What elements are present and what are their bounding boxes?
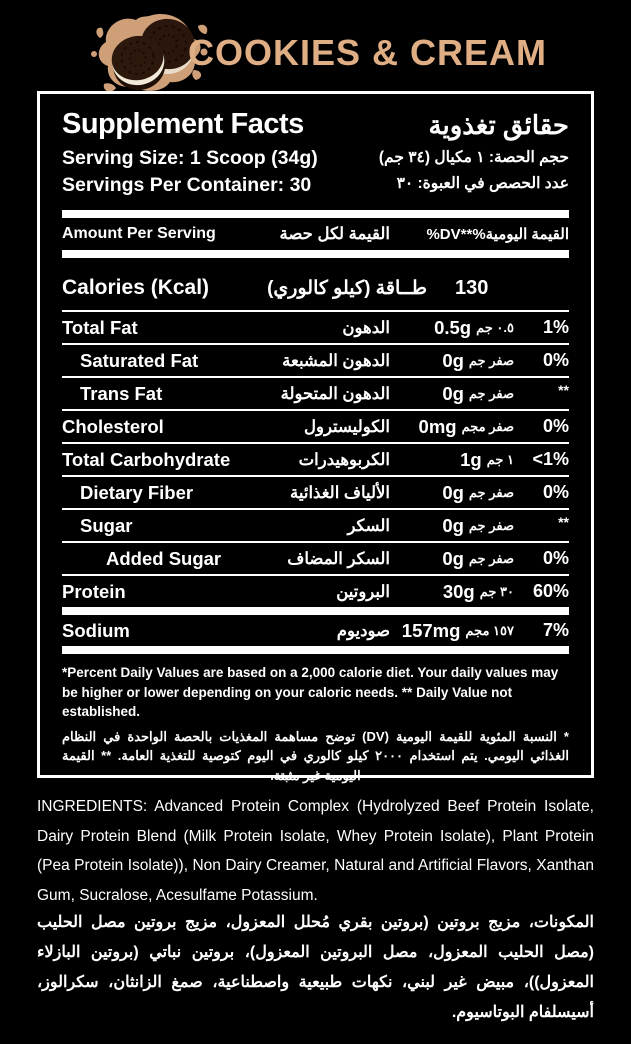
amount-en: 0g bbox=[442, 349, 464, 371]
daily-value: 0% bbox=[542, 416, 569, 436]
table-row bbox=[62, 444, 569, 475]
footnote-ar: * النسبة المئوية للقيمة اليومية (DV) توضح مساهمة المغذيات بالحصة الواحدة في النظام الغذائي اليومي. يتم استخدام ٢٠٠٠ كيلو كالوري في اليوم كتوصية للتغذية العامة. ** القيمة اليومية غير مثبتة. bbox=[62, 728, 569, 783]
amount-en: 0.5g bbox=[434, 316, 472, 338]
nutrient-name-ar: الدهون المتحولة bbox=[280, 384, 390, 403]
nutrient-name-en: Added Sugar bbox=[106, 547, 222, 569]
nutrient-amount bbox=[390, 548, 520, 570]
ingredients-paragraph-en: INGREDIENTS: Advanced Protein Complex (Hydrolyzed Beef Protein Isolate, Dairy Protein Blend (Milk Protein Isolate, Whey Protein Isolate), Plant Protein (Pea Protein Isolate)), Non Dairy Creamer, Natural and Artificial Flavors, Xanthan Gum, Sucralose, Acesulfame Potassium. bbox=[37, 798, 594, 904]
daily-value: 60% bbox=[532, 581, 569, 601]
nutrient-amount bbox=[390, 350, 520, 372]
amount-en: 0mg bbox=[418, 415, 457, 437]
nutrient-name-en: Saturated Fat bbox=[80, 349, 199, 371]
nutrient-rows bbox=[62, 312, 569, 654]
nutrient-name-en: Trans Fat bbox=[80, 382, 163, 404]
amount-ar: صفر جم bbox=[468, 385, 514, 401]
separator bbox=[62, 646, 569, 654]
separator bbox=[62, 607, 569, 615]
table-row bbox=[62, 411, 569, 442]
nutrient-name-en: Cholesterol bbox=[62, 415, 164, 437]
table-row bbox=[62, 378, 569, 409]
nutrient-amount bbox=[390, 515, 520, 537]
header bbox=[0, 0, 631, 91]
nutrient-amount bbox=[390, 449, 520, 471]
amount-en: 0g bbox=[442, 481, 464, 503]
calories-label-en: Calories (Kcal) bbox=[62, 276, 210, 299]
serving-size-en: Serving Size: 1 Scoop (34g) bbox=[62, 147, 318, 169]
dv-header-ar: القيمة اليومية% bbox=[472, 226, 569, 243]
amount-en: 0g bbox=[442, 547, 464, 569]
daily-value-header bbox=[390, 225, 569, 243]
nutrient-name-ar: الألياف الغذائية bbox=[290, 483, 390, 502]
amount-per-serving-label-ar: القيمة لكل حصة bbox=[279, 225, 390, 243]
table-row bbox=[62, 576, 569, 607]
nutrient-name-ar: الكربوهيدرات bbox=[298, 450, 390, 469]
supplement-facts-title-en: Supplement Facts bbox=[62, 108, 304, 140]
daily-value: 7% bbox=[542, 620, 569, 640]
calories-label-ar: طــاقة (كيلو كالوري) bbox=[267, 277, 427, 299]
nutrient-name-ar: الدهون bbox=[342, 318, 390, 337]
serving-info bbox=[62, 145, 569, 199]
nutrient-name-en: Total Carbohydrate bbox=[62, 448, 231, 470]
daily-value: ** bbox=[558, 381, 569, 398]
amount-ar: صفر جم bbox=[468, 484, 514, 500]
amount-per-serving-label-en: Amount Per Serving bbox=[62, 225, 216, 242]
amount-en: 0g bbox=[442, 514, 464, 536]
table-row bbox=[62, 312, 569, 343]
nutrient-name-en: Sodium bbox=[62, 619, 130, 641]
nutrient-name-ar: البروتين bbox=[336, 582, 390, 601]
nutrient-name-ar: الكوليسترول bbox=[303, 417, 390, 436]
amount-en: 0g bbox=[442, 382, 464, 404]
calories-value: 130 bbox=[455, 276, 489, 299]
amount-ar: ٠.٥ جم bbox=[476, 319, 514, 335]
daily-value: 0% bbox=[542, 548, 569, 568]
nutrient-name-ar: السكر bbox=[347, 516, 390, 535]
nutrient-name-ar: صوديوم bbox=[336, 621, 390, 640]
amount-en: 1g bbox=[460, 448, 482, 470]
daily-value: ** bbox=[558, 513, 569, 530]
ingredients-paragraph-ar: المكونات، مزيج بروتين (بروتين بقري مُحلل المعزول، مزيج بروتين مصل الحليب (مصل الحليب المعزول، مصل البروتين المعزول)، بروتين نباتي (بروتين البازلاء المعزول))، مبيض غير لبني، نكهات طبيعية واصطناعية، صمغ الزانثان، سكرالوز، أسيسلفام البوتاسيوم. bbox=[37, 914, 595, 1021]
nutrient-amount bbox=[390, 482, 520, 504]
nutrient-amount bbox=[390, 317, 520, 339]
footnote-en: *Percent Daily Values are based on a 2,000 calorie diet. Your daily values may be higher or lower depending on your caloric needs. ** Daily Value not established. bbox=[62, 665, 559, 719]
daily-value: 0% bbox=[542, 350, 569, 370]
amount-ar: ٣٠ جم bbox=[479, 583, 514, 599]
nutrient-name-en: Total Fat bbox=[62, 316, 138, 338]
amount-en: 157mg bbox=[401, 619, 461, 641]
daily-value: 1% bbox=[542, 317, 569, 337]
amount-ar: صفر جم bbox=[468, 352, 514, 368]
serving-size-ar: حجم الحصة: ١ مكيال (٣٤ جم) bbox=[378, 149, 569, 166]
column-header-row bbox=[62, 218, 569, 250]
daily-value: <1% bbox=[532, 449, 569, 469]
table-row bbox=[62, 345, 569, 376]
amount-en: 30g bbox=[442, 580, 475, 602]
nutrient-name-en: Sugar bbox=[80, 514, 133, 536]
nutrient-amount bbox=[390, 383, 520, 405]
nutrient-name-en: Protein bbox=[62, 580, 126, 602]
supplement-facts-title-ar: حقائق تغذوية bbox=[428, 110, 569, 140]
table-row bbox=[62, 510, 569, 541]
nutrient-name-ar: الدهون المشبعة bbox=[282, 351, 390, 370]
servings-per-container-en: Servings Per Container: 30 bbox=[62, 174, 312, 196]
dv-header-en: %DV** bbox=[426, 226, 473, 243]
nutrient-amount bbox=[390, 416, 520, 438]
amount-ar: صفر جم bbox=[468, 517, 514, 533]
servings-per-container-ar: عدد الحصص في العبوة: ٣٠ bbox=[396, 175, 569, 192]
nutrient-name-ar: السكر المضاف bbox=[287, 549, 390, 568]
daily-value: 0% bbox=[542, 482, 569, 502]
amount-ar: صفر جم bbox=[468, 550, 514, 566]
amount-ar: ١ جم bbox=[486, 451, 514, 467]
table-row bbox=[62, 615, 569, 646]
nutrient-name-en: Dietary Fiber bbox=[80, 481, 194, 503]
separator bbox=[62, 250, 569, 258]
table-row bbox=[62, 477, 569, 508]
calories-row bbox=[62, 258, 569, 310]
amount-ar: صفر مجم bbox=[461, 418, 514, 434]
table-row bbox=[62, 543, 569, 574]
nutrient-amount bbox=[390, 620, 520, 642]
amount-ar: ١٥٧ مجم bbox=[465, 622, 514, 638]
brand-flavor-title: COOKIES & CREAM bbox=[188, 32, 548, 73]
supplement-facts-panel bbox=[37, 91, 594, 783]
nutrient-amount bbox=[390, 581, 520, 603]
separator bbox=[62, 210, 569, 218]
panel-title-row bbox=[62, 108, 569, 141]
